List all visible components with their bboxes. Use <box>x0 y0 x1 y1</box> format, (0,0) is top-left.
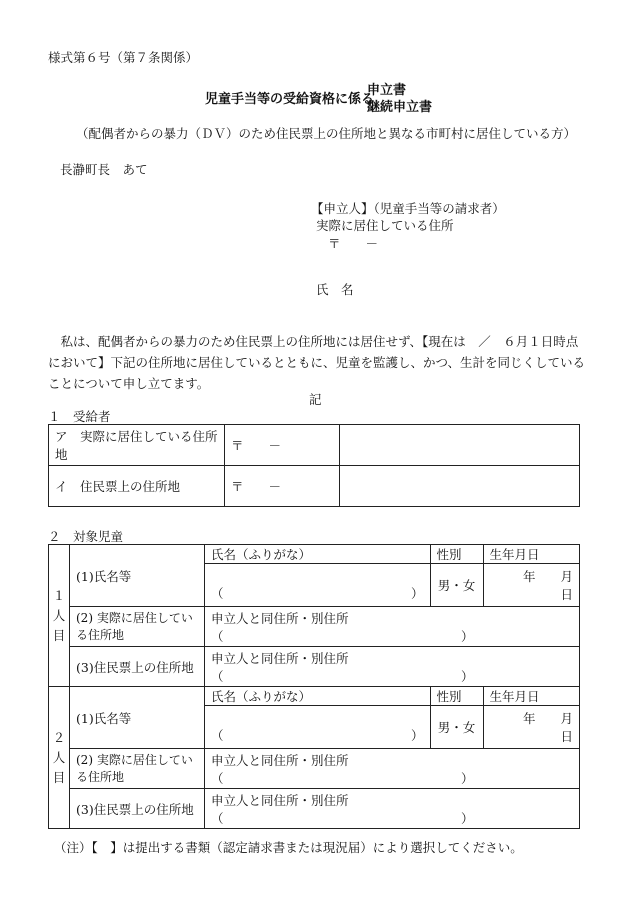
child2-registered-label: (3)住民票上の住所地 <box>70 789 205 829</box>
child2-dob-field[interactable]: 年 月 日 <box>483 706 579 749</box>
child2-ordinal <box>49 687 70 829</box>
children-table <box>48 544 599 829</box>
ki-mark: 記 <box>309 392 322 407</box>
child2-address-field[interactable]: 申立人と同住所・別住所（ ） <box>205 749 580 789</box>
section1-title: １ 受給者 <box>48 409 111 424</box>
applicant-address-label: 実際に居住している住所 <box>316 218 454 233</box>
child2-ordinal-text: ２人目 <box>52 729 66 785</box>
child1-ordinal <box>49 545 70 687</box>
applicant-label: 【申立人】（児童手当等の請求者） <box>311 201 505 216</box>
child1-ordinal-text: １人目 <box>52 587 66 643</box>
form-subtitle: （配偶者からの暴力（ＤＶ）のため住民票上の住所地と異なる市町村に居住している方） <box>76 126 577 141</box>
recipient-address-field[interactable] <box>340 425 580 466</box>
child2-registered-field[interactable]: 申立人と同住所・別住所（ ） <box>205 789 580 829</box>
child1-address-field[interactable]: 申立人と同住所・別住所（ ） <box>205 607 580 647</box>
recipient-row-label: イ 住民票上の住所地 <box>49 466 225 507</box>
recipient-postal[interactable]: 〒 － <box>225 425 340 466</box>
child2-header-row <box>49 687 580 706</box>
addressee: 長瀞町長 あて <box>60 162 148 177</box>
form-number: 様式第６号（第７条関係） <box>48 50 199 65</box>
child2-furigana-field[interactable]: （ ） <box>205 706 431 749</box>
recipient-address-field[interactable] <box>340 466 580 507</box>
applicant-postal: 〒 － <box>328 236 379 251</box>
child1-dob-field[interactable]: 年 月 日 <box>483 564 579 607</box>
recipient-row-label: ア 実際に居住している住所地 <box>49 425 225 466</box>
child1-sex-header: 性別 <box>430 545 483 564</box>
child1-name-header: 氏名（ふりがな） <box>205 545 431 564</box>
child1-sex-options[interactable]: 男・女 <box>430 564 483 607</box>
child2-dob-header: 生年月日 <box>483 687 579 706</box>
intro-text: 私は、配偶者からの暴力のため住民票上の住所地には居住せず、【現在は ／ ６月１日時点において】下記の住所地に居住しているとともに、児童を監護し、かつ、生計を同じくしていることについて申し立てます。 <box>48 334 586 391</box>
applicant-name-label: 氏 名 <box>316 282 354 297</box>
child1-address-row <box>49 607 580 647</box>
footnote: （注）【 】は提出する書類（認定請求書または現況届）により選択してください。 <box>54 840 523 855</box>
form-title-option-application: 申立書 <box>367 83 407 98</box>
section2-title: ２ 対象児童 <box>48 529 124 544</box>
child2-sex-options[interactable]: 男・女 <box>430 706 483 749</box>
child2-address-label: (2) 実際に居住している住所地 <box>70 749 205 789</box>
form-title-option-continuation: 継続申立書 <box>367 100 433 115</box>
recipient-row-registered <box>49 466 580 507</box>
child2-name-header: 氏名（ふりがな） <box>205 687 431 706</box>
child1-address-label: (2) 実際に居住している住所地 <box>70 607 205 647</box>
child2-name-label: (1)氏名等 <box>70 687 205 749</box>
child2-sex-header: 性別 <box>430 687 483 706</box>
recipient-table <box>48 424 580 507</box>
child1-dob-header: 生年月日 <box>483 545 579 564</box>
child1-registered-field[interactable]: 申立人と同住所・別住所（ ） <box>205 647 580 687</box>
child1-registered-row <box>49 647 580 687</box>
child1-furigana-field[interactable]: （ ） <box>205 564 431 607</box>
recipient-row-actual <box>49 425 580 466</box>
child1-registered-label: (3)住民票上の住所地 <box>70 647 205 687</box>
recipient-postal[interactable]: 〒 － <box>225 466 340 507</box>
child1-header-row <box>49 545 580 564</box>
form-title: 児童手当等の受給資格に係る <box>205 92 375 107</box>
child2-address-row <box>49 749 580 789</box>
child2-registered-row <box>49 789 580 829</box>
child1-name-label: (1)氏名等 <box>70 545 205 607</box>
